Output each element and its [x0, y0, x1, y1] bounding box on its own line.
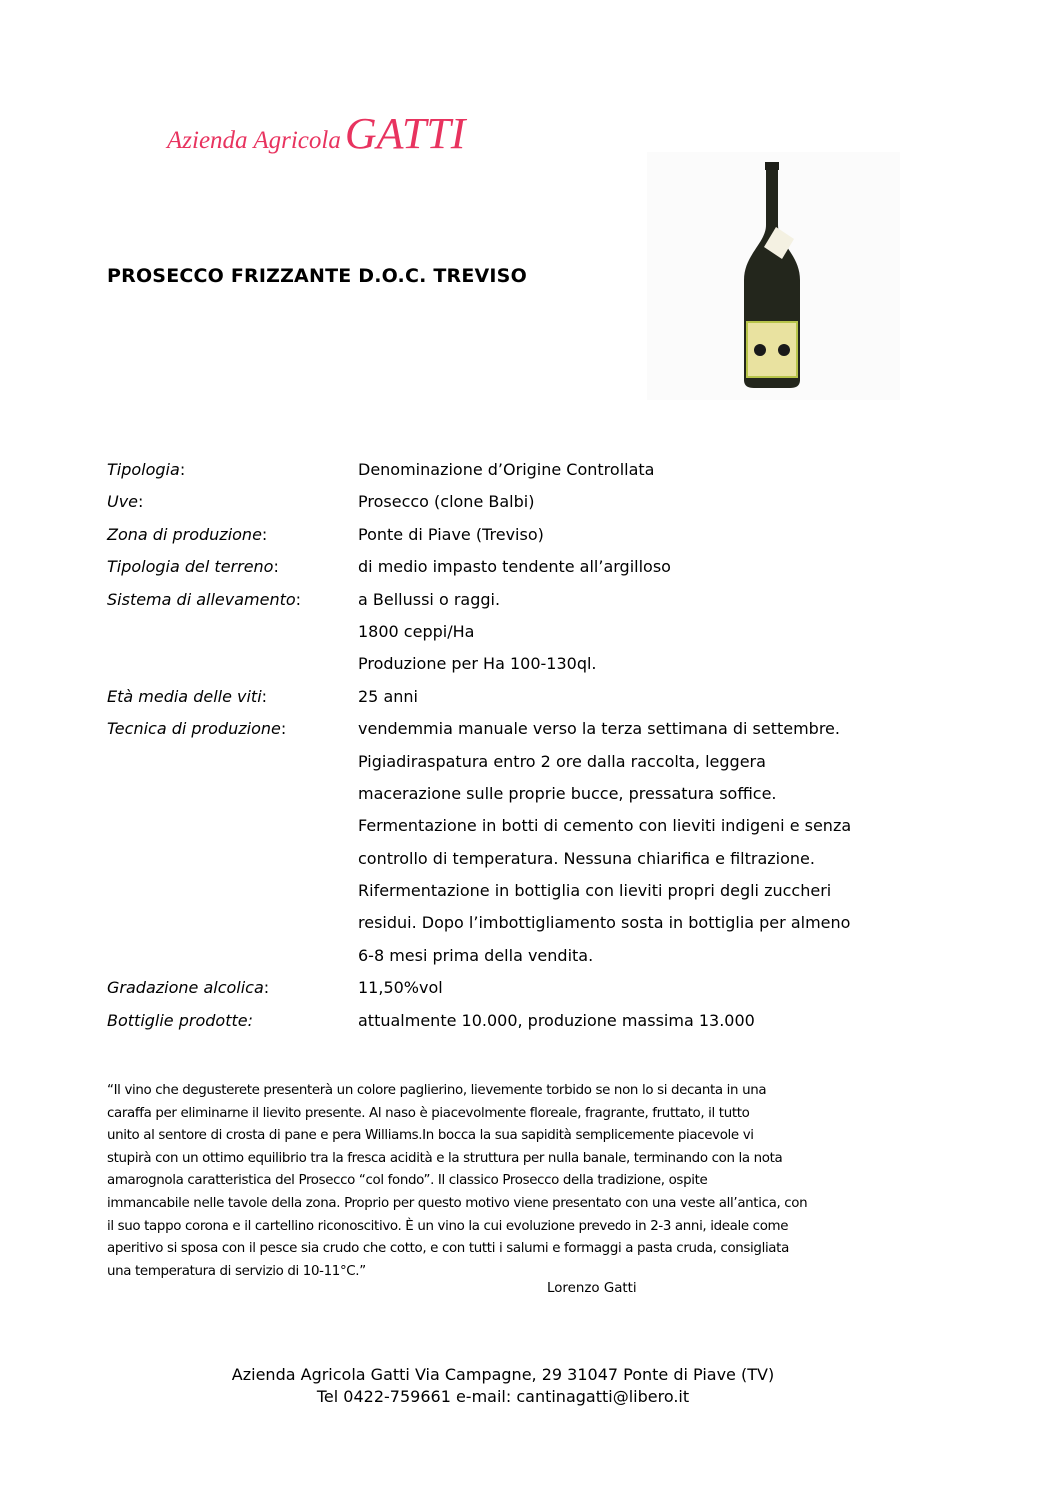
bottle-photo — [647, 152, 900, 400]
quote-line: “Il vino che degusterete presenterà un colore paglierino, lievemente torbido se non lo si decanta in una — [107, 1083, 767, 1098]
spec-row — [107, 815, 918, 847]
spec-value: 25 anni — [358, 686, 418, 706]
signature: Lorenzo Gatti — [547, 1281, 637, 1296]
spec-label: Tipologia del terreno: — [107, 557, 279, 577]
quote-line: il suo tappo corona e il cartellino riconoscitivo. È un vino la cui evoluzione prevedo in 2-3 anni, ideale come — [107, 1218, 789, 1234]
spec-label — [107, 815, 358, 847]
spec-row — [107, 589, 918, 621]
spec-row — [107, 912, 918, 944]
quote-line: caraffa per eliminarne il lievito presente. Al naso è piacevolmente floreale, fragrante, fruttato, il tutto — [107, 1105, 750, 1121]
spec-label — [107, 1010, 358, 1042]
footer — [0, 1364, 1006, 1408]
spec-label: Uve: — [107, 492, 144, 512]
footer-address: Azienda Agricola Gatti Via Campagne, 29 31047 Ponte di Piave (TV) — [231, 1365, 775, 1384]
spec-row — [107, 621, 918, 653]
spec-label-text: Gradazione alcolica — [107, 978, 264, 998]
spec-value: Produzione per Ha 100-130ql. — [358, 654, 597, 674]
quote-line: aperitivo si sposa con il pesce sia crudo che cotto, e con tutti i salumi e formaggi a pasta cruda, consigliata — [107, 1241, 789, 1257]
quote-line: amarognola caratteristica del Prosecco “col fondo”. Il classico Prosecco della tradizione, ospite — [107, 1173, 708, 1189]
tasting-note — [107, 1080, 922, 1283]
spec-row — [107, 977, 918, 1009]
spec-label — [107, 621, 358, 653]
logo-prefix: Azienda Agricola — [167, 127, 341, 154]
spec-row — [107, 1010, 918, 1042]
spec-value: macerazione sulle proprie bucce, pressatura soffice. — [358, 783, 777, 803]
spec-label — [107, 880, 358, 912]
spec-label — [107, 783, 358, 815]
spec-value: vendemmia manuale verso la terza settimana di settembre. — [358, 719, 840, 739]
spec-value: residui. Dopo l’imbottigliamento sosta in bottiglia per almeno — [358, 913, 851, 933]
spec-label-text: Tipologia del terreno — [107, 557, 274, 577]
spec-value: Prosecco (clone Balbi) — [358, 492, 535, 512]
spec-value: Rifermentazione in bottiglia con lieviti propri degli zuccheri — [358, 881, 832, 901]
spec-value: di medio impasto tendente all’argilloso — [358, 557, 671, 577]
quote-line: una temperatura di servizio di 10-11°C.” — [107, 1263, 366, 1279]
spec-row — [107, 459, 918, 491]
spec-label — [107, 912, 358, 944]
spec-value: Pigiadiraspatura entro 2 ore dalla raccolta, leggera — [358, 751, 766, 771]
spec-label: Gradazione alcolica: — [107, 978, 270, 998]
spec-value: 6-8 mesi prima della vendita. — [358, 945, 594, 965]
spec-row — [107, 491, 918, 523]
spec-label: Tipologia: — [107, 460, 186, 479]
wine-bottle-image — [647, 152, 900, 400]
spec-label: Zona di produzione: — [107, 524, 268, 544]
spec-label: Sistema di allevamento: — [107, 589, 302, 609]
spec-value: a Bellussi o raggi. — [358, 589, 501, 609]
spec-value: Denominazione d’Origine Controllata — [358, 460, 655, 479]
company-logo — [167, 108, 465, 159]
footer-contact: Tel 0422-759661 e-mail: cantinagatti@libero.it — [316, 1387, 690, 1406]
spec-label — [107, 848, 358, 880]
spec-label: Età media delle viti: — [107, 686, 268, 706]
spec-row — [107, 653, 918, 685]
quote-line: stupirà con un ottimo equilibrio tra la fresca acidità e la struttura per nulla banale, terminando con la nota — [107, 1150, 783, 1166]
spec-value: Fermentazione in botti di cemento con lieviti indigeni e senza — [358, 816, 852, 836]
spec-label: Tecnica di produzione: — [107, 719, 287, 739]
spec-row — [107, 945, 918, 977]
spec-value: Ponte di Piave (Treviso) — [358, 524, 544, 544]
spec-row — [107, 718, 918, 750]
spec-row — [107, 783, 918, 815]
spec-label-text: Zona di produzione — [107, 524, 262, 544]
specs-table — [107, 459, 918, 1042]
spec-row — [107, 556, 918, 588]
spec-row — [107, 524, 918, 556]
spec-label-text: Sistema di allevamento — [107, 589, 296, 609]
quote-line: immancabile nelle tavole della zona. Proprio per questo motivo viene presentato con una veste all’antica, con — [107, 1195, 808, 1211]
spec-row — [107, 751, 918, 783]
spec-label-text: Tipologia — [107, 460, 180, 479]
spec-row — [107, 686, 918, 718]
spec-row — [107, 880, 918, 912]
spec-label-text: Bottiglie prodotte: — [107, 1010, 253, 1030]
spec-label-text: Uve — [107, 492, 139, 512]
page-title: PROSECCO FRIZZANTE D.O.C. TREVISO — [107, 265, 527, 287]
spec-row — [107, 848, 918, 880]
spec-label — [107, 653, 358, 685]
spec-value: attualmente 10.000, produzione massima 13.000 — [358, 1010, 755, 1030]
quote-line: unito al sentore di crosta di pane e pera Williams.In bocca la sua sapidità semplicemente piacevole vi — [107, 1128, 754, 1144]
spec-label-text: Tecnica di produzione — [107, 719, 281, 739]
spec-value: 1800 ceppi/Ha — [358, 621, 475, 641]
spec-value: controllo di temperatura. Nessuna chiarifica e filtrazione. — [358, 848, 815, 868]
spec-label — [107, 945, 358, 977]
logo-name: GATTI — [344, 109, 466, 158]
spec-label — [107, 751, 358, 783]
spec-value: 11,50%vol — [358, 978, 443, 998]
spec-label-text: Età media delle viti — [107, 686, 262, 706]
